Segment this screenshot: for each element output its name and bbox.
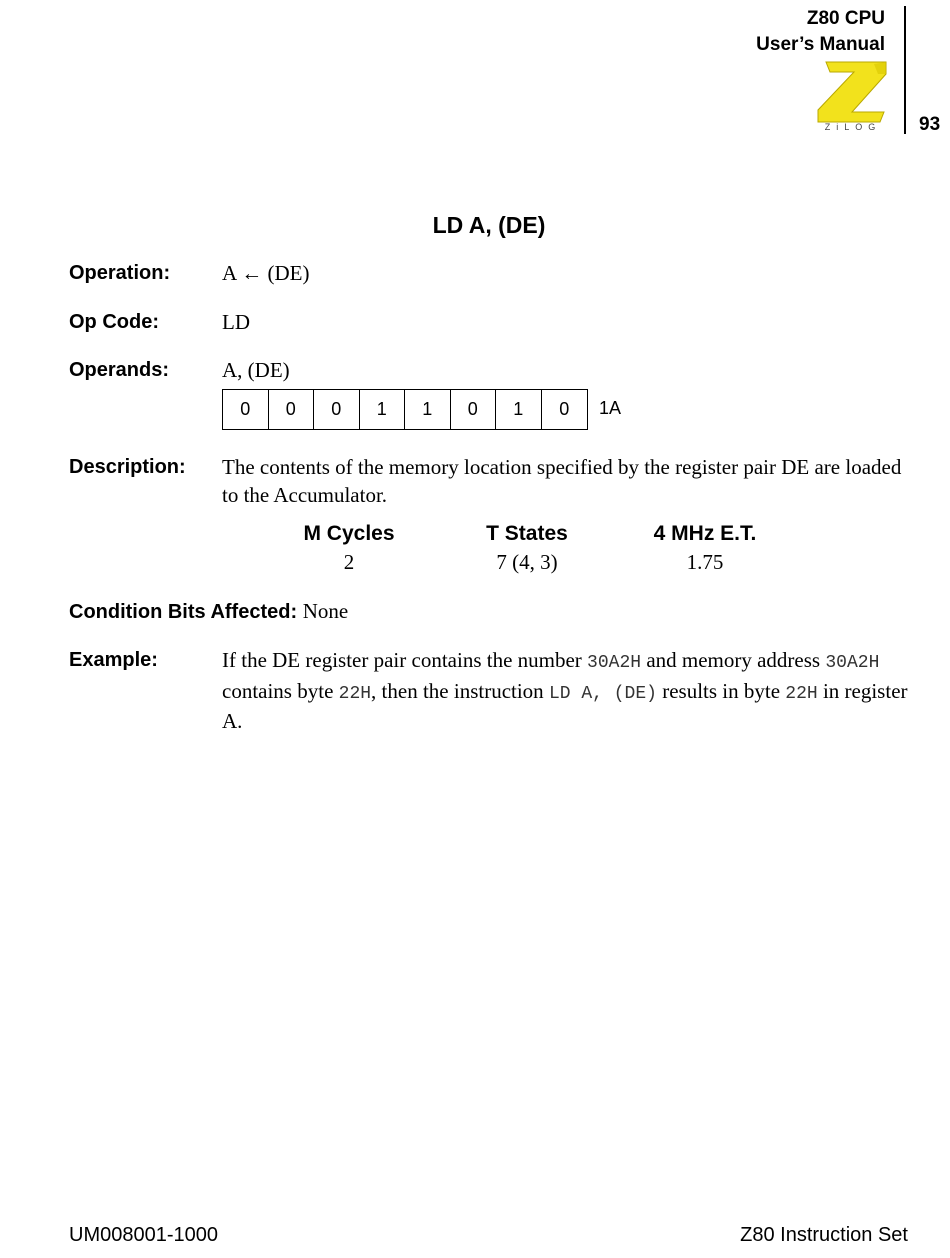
bit-cell: 1 [405,390,451,429]
manual-title-line2: User’s Manual [756,34,885,55]
zilog-logo-text: ZiLOG [824,122,882,132]
footer-section-title: Z80 Instruction Set [740,1224,908,1246]
timing-col-et [625,520,785,576]
condition-bits-row [69,599,348,624]
example-text-part: contains byte [222,678,339,703]
footer-doc-number: UM008001-1000 [69,1224,218,1246]
timing-header: 4 MHz E.T. [653,522,757,545]
bit-cell: 0 [269,390,315,429]
example-code: 22H [785,683,818,704]
operation-value: A ← (DE) [222,261,310,285]
header-divider [904,6,906,134]
bit-cell: 1 [360,390,406,429]
bit-cell: 0 [314,390,360,429]
condition-bits-value: None [302,599,349,623]
operands-value: A, (DE) [222,358,290,382]
example-text-part: If the DE register pair contains the number [222,648,588,672]
example-text-part: results in byte [656,678,786,703]
example-text-part: in register A. [222,678,908,733]
timing-value: 7 (4, 3) [496,550,558,574]
timing-col-tstates [447,520,607,576]
example-text-part: , then the instruction [371,678,549,703]
description-label: Description: [69,456,186,478]
manual-title [756,6,885,58]
condition-bits-label: Condition Bits Affected: [69,601,298,623]
operation-label: Operation: [69,262,171,284]
example-text-part: and memory address [641,648,826,672]
timing-col-mcycles [269,520,429,576]
opcode-label: Op Code: [69,311,159,333]
bit-cell: 1 [496,390,542,429]
manual-title-line1: Z80 CPU [806,8,885,29]
bit-cell: 0 [559,399,570,419]
timing-value: 1.75 [686,550,724,574]
bit-cell: 0 [451,390,497,429]
example-code: LD A, (DE) [548,683,657,704]
opcode-bit-table [222,389,588,430]
bit-cell: 0 [223,390,269,429]
operands-label: Operands: [69,359,170,381]
instruction-heading: LD A, (DE) [432,212,546,238]
example-code: 30A2H [587,653,642,673]
example-code: 22H [338,683,372,704]
opcode-hex: 1A [599,398,622,418]
example-text [222,647,912,736]
page-number: 93 [919,114,941,135]
timing-header: T States [486,522,568,545]
description-text: The contents of the memory location specified by the register pair DE are loaded to the Accumulator. [222,455,902,507]
opcode-value: LD [222,310,250,334]
example-code: 30A2H [825,653,880,673]
example-label: Example: [69,649,158,671]
timing-value: 2 [343,550,355,574]
timing-header: M Cycles [303,522,395,545]
